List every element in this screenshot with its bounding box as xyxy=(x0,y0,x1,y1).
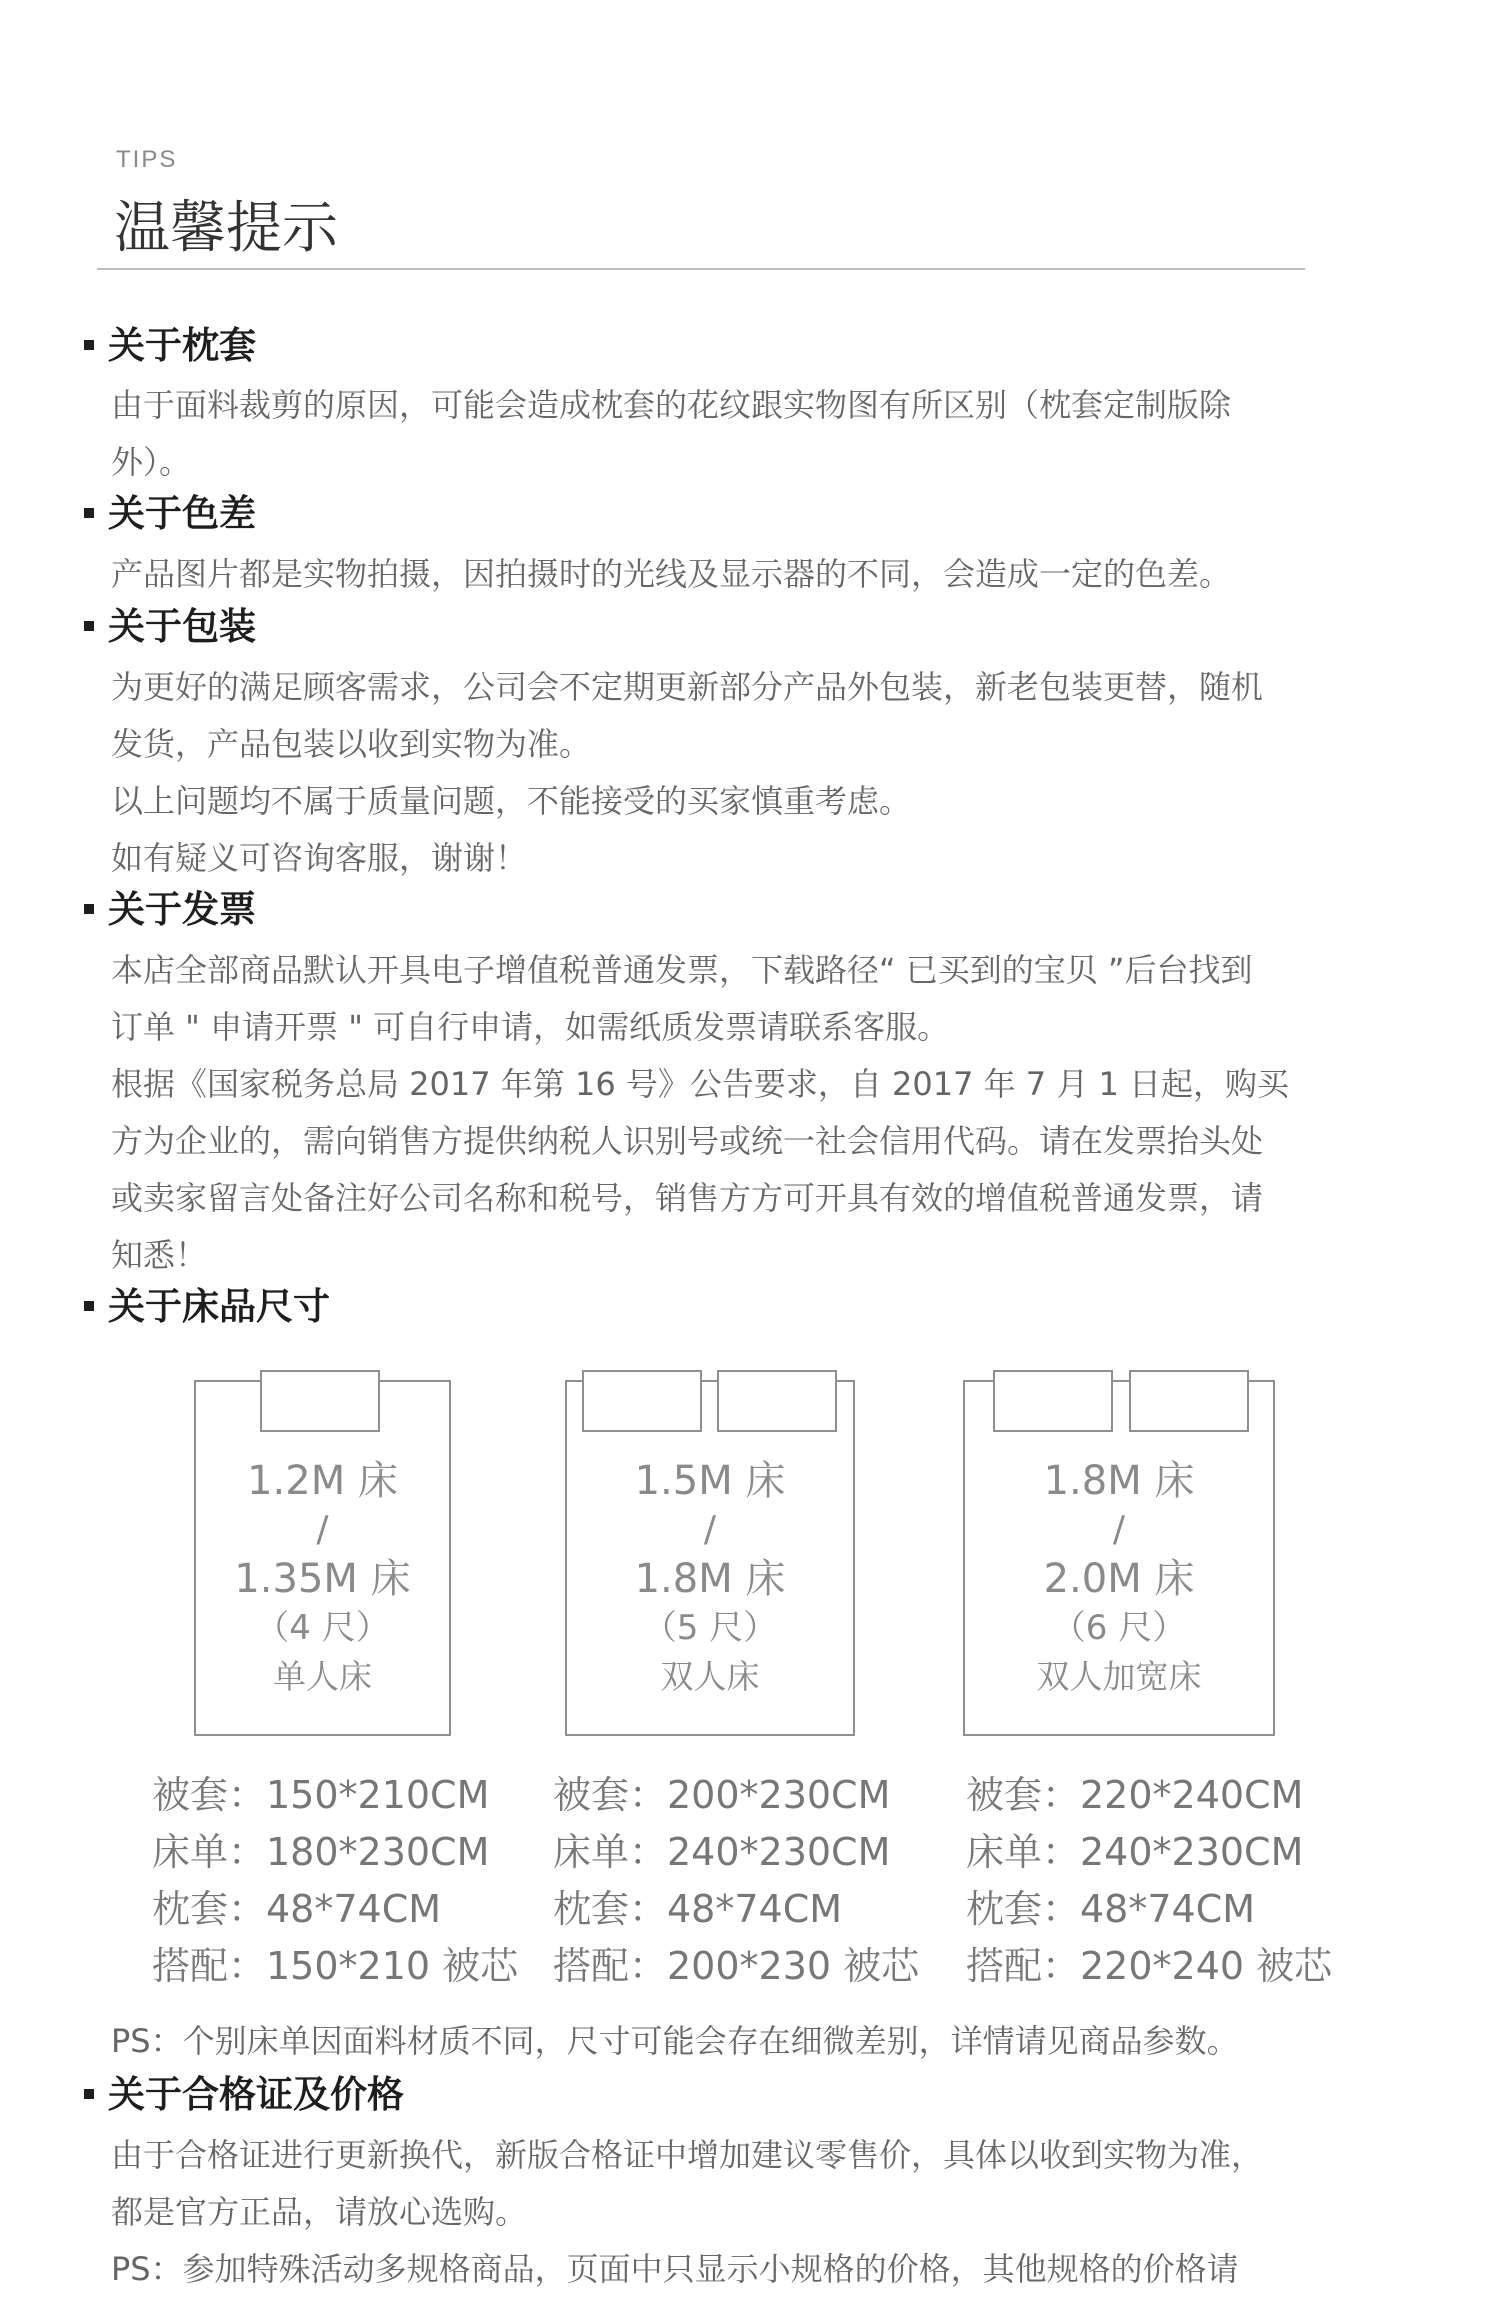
section-text-line: 发货，产品包装以收到实物为准。 xyxy=(111,725,592,763)
section-text-line: PS：参加特殊活动多规格商品，页面中只显示小规格的价格，其他规格的价格请 xyxy=(111,2250,1239,2288)
bullet-icon xyxy=(84,340,94,350)
bed-size-primary: 1.8M 床 xyxy=(1043,1458,1195,1504)
bed-size-primary: 1.2M 床 xyxy=(247,1458,398,1504)
bed-type: 单人床 xyxy=(273,1657,372,1696)
section-text-line: 都是官方正品，请放心选购。 xyxy=(111,2193,528,2231)
section-title-certificate-price: 关于合格证及价格 xyxy=(84,2073,404,2117)
bed-type: 双人床 xyxy=(660,1657,760,1696)
section-title-pillowcase: 关于枕套 xyxy=(84,324,256,368)
pillow-icon xyxy=(582,1370,702,1432)
spec-bed-sheet: 床单：180*230CM xyxy=(152,1830,490,1874)
section-title-invoice: 关于发票 xyxy=(84,888,256,932)
bed-size-secondary: 1.8M 床 xyxy=(634,1556,786,1602)
spec-matching-quilt: 搭配：200*230 被芯 xyxy=(553,1944,920,1988)
section-title-color: 关于色差 xyxy=(84,492,256,536)
bed-size-feet: （6 尺） xyxy=(1051,1608,1187,1648)
section-text-line: 如有疑义可咨询客服，谢谢！ xyxy=(111,839,528,877)
bed-size-separator: / xyxy=(1112,1509,1126,1550)
bed-size-separator: / xyxy=(703,1509,717,1550)
pillow-icon xyxy=(993,1370,1113,1432)
spec-matching-quilt: 搭配：150*210 被芯 xyxy=(152,1944,519,1988)
section-text-line: 由于面料裁剪的原因，可能会造成枕套的花纹跟实物图有所区别（枕套定制版除 xyxy=(111,386,1232,424)
bed-size-feet: （5 尺） xyxy=(642,1608,778,1648)
section-text-line: 产品图片都是实物拍摄，因拍摄时的光线及显示器的不同，会造成一定的色差。 xyxy=(111,555,1232,593)
size-note: PS：个别床单因面料材质不同，尺寸可能会存在细微差别，详情请见商品参数。 xyxy=(111,2022,1239,2060)
spec-duvet-cover: 被套：200*230CM xyxy=(553,1773,891,1817)
pillow-icon xyxy=(260,1370,380,1432)
section-text-line: 或卖家留言处备注好公司名称和税号，销售方方可开具有效的增值税普通发票，请 xyxy=(111,1179,1264,1217)
bed-size-secondary: 2.0M 床 xyxy=(1043,1556,1195,1602)
spec-bed-sheet: 床单：240*230CM xyxy=(553,1830,891,1874)
spec-matching-quilt: 搭配：220*240 被芯 xyxy=(966,1944,1333,1988)
bullet-icon xyxy=(84,2089,94,2099)
section-title-bed-size: 关于床品尺寸 xyxy=(84,1285,330,1329)
bullet-icon xyxy=(84,904,94,914)
section-text-line: 为更好的满足顾客需求，公司会不定期更新部分产品外包装，新老包装更替，随机 xyxy=(111,668,1264,706)
section-text-line: 由于合格证进行更新换代，新版合格证中增加建议零售价，具体以收到实物为准， xyxy=(111,2136,1264,2174)
spec-pillowcase: 枕套：48*74CM xyxy=(966,1887,1256,1931)
pillow-icon xyxy=(1129,1370,1249,1432)
spec-bed-sheet: 床单：240*230CM xyxy=(966,1830,1304,1874)
section-title-packaging: 关于包装 xyxy=(84,605,256,649)
bullet-icon xyxy=(84,621,94,631)
section-text-line: 以上问题均不属于质量问题，不能接受的买家慎重考虑。 xyxy=(111,782,912,820)
section-text-line: 本店全部商品默认开具电子增值税普通发票，下载路径“ 已买到的宝贝 ”后台找到 xyxy=(111,951,1253,989)
bed-diagram-double-wide xyxy=(963,1380,1275,1736)
bed-size-separator: / xyxy=(316,1509,329,1550)
pillow-icon xyxy=(717,1370,837,1432)
spec-pillowcase: 枕套：48*74CM xyxy=(152,1887,442,1931)
header-subtitle: TIPS xyxy=(116,146,178,173)
section-text-line: 外）。 xyxy=(111,443,192,481)
section-text-line: 根据《国家税务总局 2017 年第 16 号》公告要求，自 2017 年 7 月 1 日起，购买 xyxy=(111,1065,1290,1103)
spec-duvet-cover: 被套：220*240CM xyxy=(966,1773,1304,1817)
section-text-line: 方为企业的，需向销售方提供纳税人识别号或统一社会信用代码。请在发票抬头处 xyxy=(111,1122,1264,1160)
bed-type: 双人加宽床 xyxy=(1036,1657,1202,1696)
bed-size-secondary: 1.35M 床 xyxy=(234,1556,411,1602)
bullet-icon xyxy=(84,1301,94,1311)
bed-size-primary: 1.5M 床 xyxy=(634,1458,786,1504)
bed-diagram-single xyxy=(194,1380,451,1736)
bed-size-feet: （4 尺） xyxy=(255,1608,390,1648)
page-title: 温馨提示 xyxy=(114,196,338,261)
spec-duvet-cover: 被套：150*210CM xyxy=(152,1773,490,1817)
bullet-icon xyxy=(84,508,94,518)
header-divider xyxy=(97,268,1305,270)
spec-pillowcase: 枕套：48*74CM xyxy=(553,1887,843,1931)
section-text-line: 知悉！ xyxy=(111,1236,208,1274)
section-text-line: 订单 " 申请开票 " 可自行申请，如需纸质发票请联系客服。 xyxy=(111,1008,950,1046)
bed-diagram-double xyxy=(565,1380,855,1736)
